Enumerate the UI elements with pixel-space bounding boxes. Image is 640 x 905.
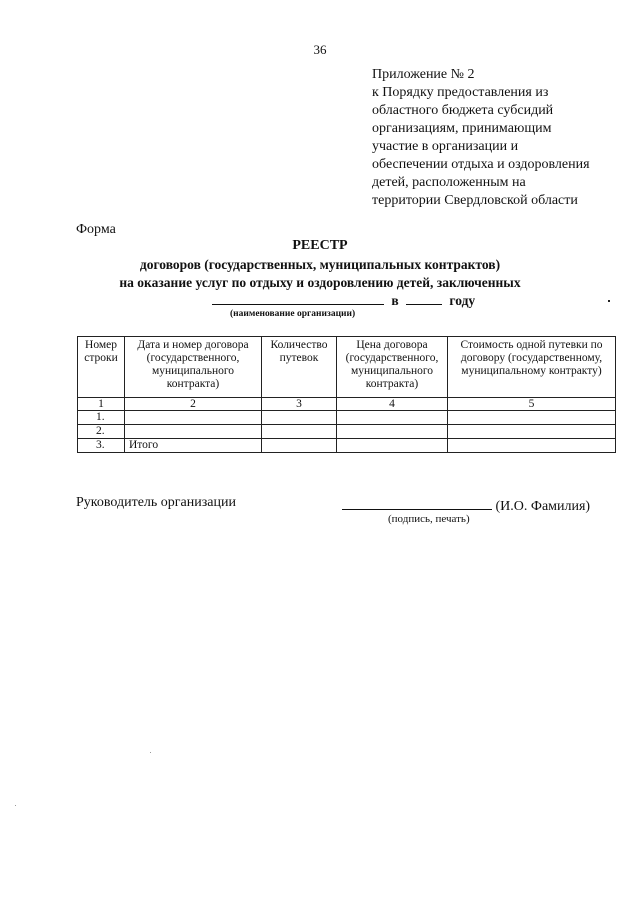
page-number: 36 [313,42,327,57]
scan-dot [608,300,610,302]
header-contract-price: Цена договора (государственного, муниципального контракта) [337,337,448,398]
column-number: 4 [337,398,448,411]
header-voucher-cost: Стоимость одной путевки по договору (государственному, муниципальному контракту) [448,337,616,398]
table-cell [125,425,262,439]
table-cell [448,439,616,453]
appendix-line: к Порядку предоставления из [372,85,549,100]
appendix-line: областного бюджета субсидий [372,103,554,118]
signature-blank [342,495,492,510]
table-header-row [78,337,616,398]
row-number-cell: 3. [78,439,125,453]
appendix-line: участие в организации и [372,139,519,154]
appendix-block [372,66,632,210]
table-cell [448,411,616,425]
signatory-label: Руководитель организации [76,495,236,510]
table-cell [262,439,337,453]
document-subtitle-line: на оказание услуг по отдыху и оздоровлению детей, заключенных [119,275,521,290]
appendix-line: Приложение № 2 [372,67,475,82]
appendix-line: обеспечении отдыха и оздоровления [372,157,590,172]
column-number: 5 [448,398,616,411]
header-voucher-count: Количество путевок [262,337,337,398]
row-number-cell: 2. [78,425,125,439]
table-cell [448,425,616,439]
organization-year-line [212,292,475,309]
document-subtitle-line: договоров (государственных, муниципальных контрактов) [139,257,501,272]
appendix-line: территории Свердловской области [372,193,578,208]
table-cell [337,411,448,425]
column-number: 2 [125,398,262,411]
column-number-row [78,398,616,411]
table-cell [337,439,448,453]
signature-caption: (подпись, печать) [388,513,470,525]
table-cell [125,411,262,425]
table-cell [262,425,337,439]
header-contract-date-number: Дата и номер договора (государственного, муниципального контракта) [125,337,262,398]
scan-speck [150,752,151,753]
total-label-cell: Итого [125,439,262,453]
column-number: 1 [78,398,125,411]
registry-table [77,336,616,453]
table-row [78,425,616,439]
name-placeholder: (И.О. Фамилия) [495,499,591,514]
table-row [78,411,616,425]
table-row [78,439,616,453]
signature-line [342,495,590,515]
organization-caption: (наименование организации) [230,309,356,319]
organization-name-blank [212,292,384,305]
column-number: 3 [262,398,337,411]
table-cell [337,425,448,439]
header-row-number: Номер строки [78,337,125,398]
scan-speck [15,805,16,806]
appendix-line: детей, расположенным на [372,175,526,190]
document-title: РЕЕСТР [292,238,348,253]
in-word: в [391,293,399,308]
year-word: году [449,293,476,308]
table-cell [262,411,337,425]
row-number-cell: 1. [78,411,125,425]
form-label: Форма [76,222,116,237]
appendix-line: организациям, принимающим [372,121,552,136]
year-blank [406,292,442,305]
